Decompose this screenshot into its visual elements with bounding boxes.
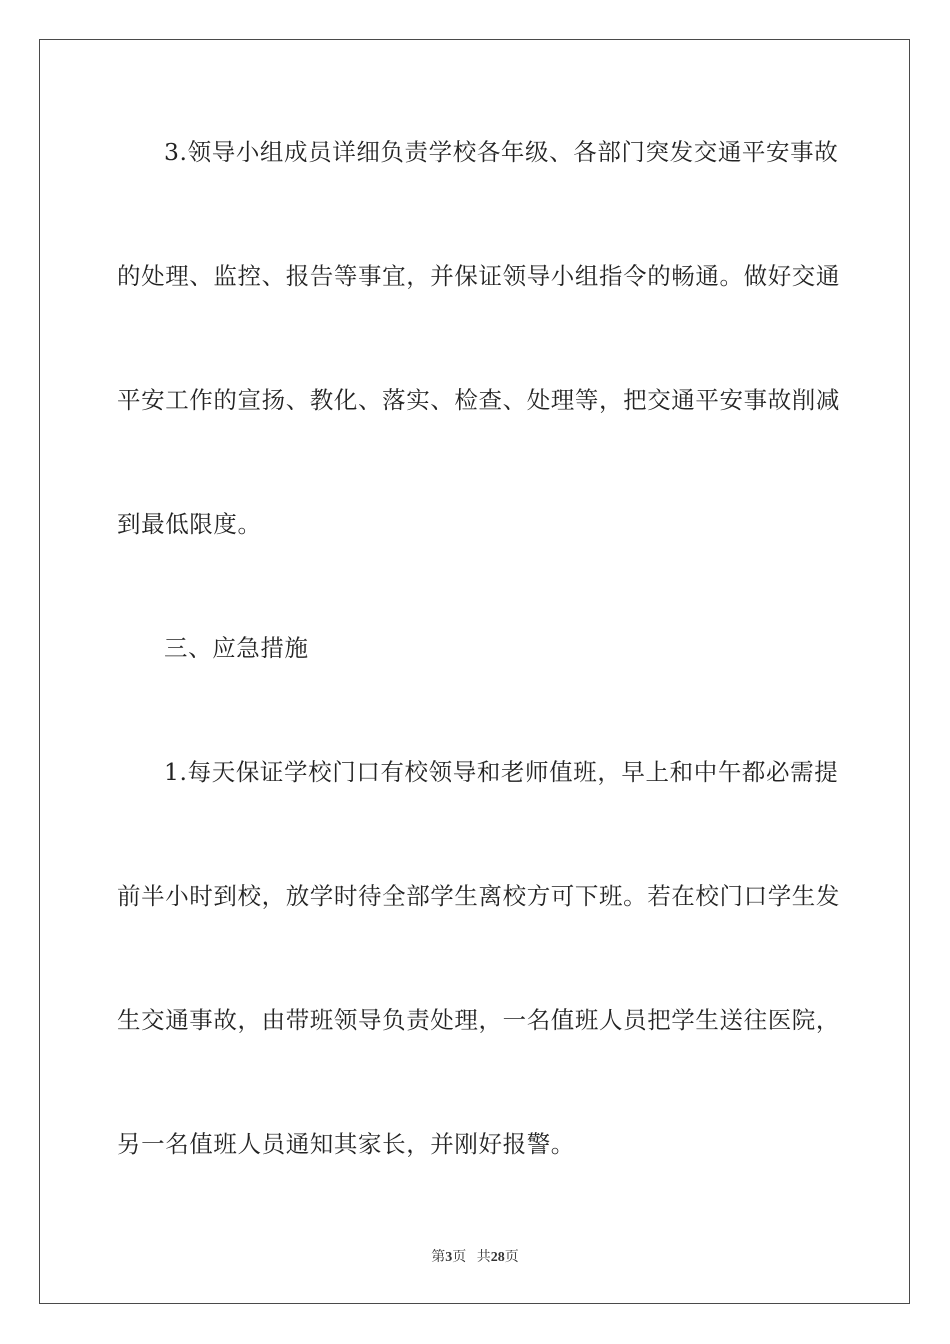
page-number: 3 [445,1250,453,1265]
page-suffix: 页 [452,1250,467,1265]
page-border [39,39,910,1304]
paragraph-line: 3.领导小组成员详细负责学校各年级、各部门突发交通平安事故 [164,138,839,166]
total-pages: 28 [490,1250,505,1265]
paragraph-line: 前半小时到校，放学时待全部学生离校方可下班。若在校门口学生发 [117,882,840,910]
paragraph-line: 到最低限度。 [117,510,262,538]
paragraph-line: 另一名值班人员通知其家长，并刚好报警。 [117,1130,575,1158]
page-footer [0,1246,950,1266]
paragraph-line: 1.每天保证学校门口有校领导和老师值班，早上和中午都必需提 [164,758,839,786]
paragraph-line: 生交通事故，由带班领导负责处理，一名值班人员把学生送往医院， [117,1006,840,1034]
total-suffix: 页 [504,1250,519,1265]
total-prefix: 共 [476,1250,491,1265]
paragraph-line: 的处理、监控、报告等事宜，并保证领导小组指令的畅通。做好交通 [117,262,840,290]
section-heading: 三、应急措施 [164,634,309,662]
page-prefix: 第 [431,1250,446,1265]
paragraph-line: 平安工作的宣扬、教化、落实、检查、处理等，把交通平安事故削减 [117,386,840,414]
